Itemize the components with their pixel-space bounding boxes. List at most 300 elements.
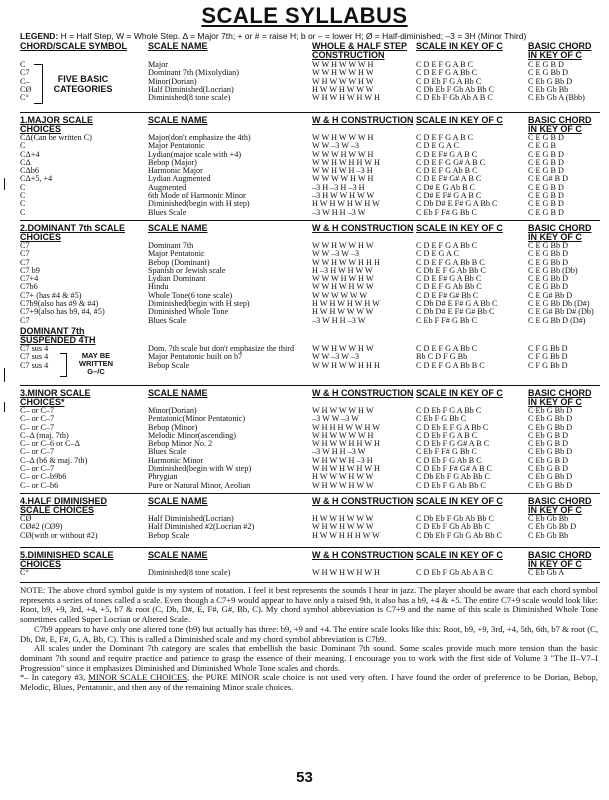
may-be-written-label: MAY BE WRITTEN G–/C — [70, 352, 122, 376]
chord-symbol: C° — [20, 569, 29, 577]
scale-name: Hindu — [148, 283, 169, 292]
step-construction: W W H W W H W — [312, 242, 374, 250]
chord-symbol: CΔ+5, +4 — [20, 175, 53, 184]
table-row — [20, 175, 598, 183]
major-header — [20, 116, 598, 134]
note-paragraph: C7b9 appears to have only one altered tone (b9) but actually has three: b9, +9 and +4. The entire scale looks like this: Root, b9, +9, 3rd, +4, 5th, 6th, b7 & root (C, Db, D#, E, F#, G, A, Bb, C). This is called a Diminished scale and my chord symbol abbreviation is C7b9. — [20, 623, 598, 644]
basic-chord: C E G B D — [528, 158, 564, 167]
scale-in-c: C D# E F# G A B C — [416, 192, 482, 201]
scale-name: Major(don't emphasize the 4th) — [148, 134, 251, 142]
scale-in-c: C D E G A C — [416, 250, 459, 259]
step-construction: –3 W H H –3 W — [312, 448, 366, 457]
scale-in-c: C D E F# G# A B C — [416, 175, 482, 184]
minor-header — [20, 389, 598, 407]
scale-in-c: C Db E F G Ab Bb C — [416, 266, 486, 275]
scale-in-c: C D E F G G# A B C — [416, 158, 486, 167]
header-basic: BASIC CHORD IN KEY OF C — [528, 41, 592, 60]
table-row — [20, 283, 598, 291]
table-row — [20, 184, 598, 192]
scale-name: Pure or Natural Minor, Aeolian — [148, 481, 251, 490]
scale-name: Diminished(8 tone scale) — [148, 94, 231, 103]
table-row — [20, 473, 598, 481]
chord-symbol: C7 — [20, 258, 30, 267]
table-row — [20, 242, 598, 250]
basic-chord: C E G B — [528, 142, 556, 151]
basic-chord: C E G B D — [528, 192, 564, 201]
chord-symbol: C7 sus 4 — [20, 344, 49, 353]
table-row — [20, 209, 598, 217]
scale-name: Whole Tone(6 tone scale) — [148, 291, 233, 300]
basic-chord: C E G Bb D — [528, 242, 569, 250]
scale-name: Harmonic Minor — [148, 456, 204, 465]
table-row — [20, 61, 598, 69]
scale-in-c: C D E F G A Bb C — [416, 69, 478, 78]
halfdim-header — [20, 497, 598, 515]
scale-in-c: C Db D# E F# G A Bb C — [416, 300, 498, 309]
chord-symbol: C– or C–7 — [20, 448, 55, 457]
step-construction: W W W W H W H — [312, 175, 374, 184]
basic-chord: C Eb G Bb D — [528, 448, 573, 457]
scale-name: Blues Scale — [148, 208, 187, 217]
step-construction: W W H W H –3 H — [312, 167, 373, 176]
step-construction: –3 H –3 H –3 H — [312, 183, 365, 192]
step-construction: W W H W W H H H — [312, 258, 380, 267]
basic-chord: C Eb Gb Bb D — [528, 523, 577, 532]
scale-in-c: C Db Eb F Gb G Ab Bb C — [416, 531, 502, 540]
table-row — [20, 569, 598, 577]
table-row — [20, 448, 598, 456]
table-row — [20, 308, 598, 316]
scale-in-c: C D Eb F Gb Ab A B C — [416, 569, 493, 577]
chord-symbol: C7+9(also has b9, #4, #5) — [20, 308, 105, 317]
scale-in-c: C D Eb F Gb Ab A B C — [416, 94, 493, 103]
chord-symbol: C–Δ (maj. 7th) — [20, 431, 69, 440]
step-construction: H W W H W W W — [312, 515, 374, 523]
legend — [20, 31, 600, 41]
basic-chord: C E G# Bb D — [528, 291, 573, 300]
step-construction: H W W H H H W W — [312, 531, 380, 540]
step-construction: W W W H W H W — [312, 275, 374, 284]
major-section — [20, 116, 598, 217]
step-construction: H W H W H W H W — [312, 300, 380, 309]
scale-in-c: C D# E G Ab B C — [416, 183, 476, 192]
scale-name: Diminished(begin with H step) — [148, 300, 250, 309]
diminished-rows — [20, 569, 598, 577]
table-row — [20, 415, 598, 423]
chord-symbol: C° — [20, 94, 29, 103]
table-row — [20, 259, 598, 267]
header-wh: W & H CONSTRUCTION — [312, 115, 414, 125]
table-row — [20, 440, 598, 448]
note-text: *– In category #3, — [20, 672, 89, 683]
basic-chord: C Eb G Bb D — [528, 423, 573, 432]
chord-symbol: CØ#2 (CØ9) — [20, 523, 63, 532]
header-basic: BASIC CHORD IN KEY OF C — [528, 115, 592, 134]
scale-in-c: C Db Eb F G Ab Bb C — [416, 473, 490, 482]
header-scale: SCALE NAME — [148, 223, 208, 233]
basic-chord: C E G B D — [528, 183, 564, 192]
basic-chord: C E G Bb D — [528, 258, 569, 267]
scale-name: Minor(Dorian) — [148, 77, 197, 86]
legend-label: LEGEND: — [20, 31, 59, 41]
section-divider — [20, 112, 600, 113]
sus-bracket — [60, 353, 67, 377]
margin-mark — [4, 402, 5, 412]
step-construction: W W –3 W –3 — [312, 142, 360, 151]
page-number: 53 — [296, 769, 313, 786]
chord-symbol: C– or C–7 — [20, 415, 55, 424]
basic-chord: C Eb Gb Bb — [528, 85, 569, 94]
table-row — [20, 167, 598, 175]
minor-heading: 3.MINOR SCALE CHOICES* — [20, 388, 91, 407]
minor-rows — [20, 407, 598, 490]
chord-symbol: C — [20, 61, 26, 69]
scale-in-c: C Eb F G Bb C — [416, 415, 467, 424]
header-scale: SCALE NAME — [148, 115, 208, 125]
chord-symbol: C7 b9 — [20, 266, 40, 275]
note-text: , the PURE MINOR scale choice is not used very often. I have found the order of preference to be Dorian, Bebop, Melodic, Blues, Pentatonic, and then any of the remaining Minor scale choices. — [20, 672, 598, 693]
chord-symbol: C7 — [20, 242, 30, 250]
step-construction: H W W W H W W — [312, 473, 374, 482]
basic-chord: C F G Bb D — [528, 344, 568, 353]
step-construction: W W H W W H W — [312, 344, 374, 353]
header-wh: W & H CONSTRUCTION — [312, 223, 414, 233]
basic-chord: C E G B D — [528, 61, 564, 69]
scale-name: Blues Scale — [148, 448, 187, 457]
scale-name: Major Pentatonic built on b7 — [148, 353, 243, 362]
note-paragraph: All scales under the Dominant 7th category are scales that embellish the basic Dominant 7th sound. Some scales provide much more tension than the basic dominant 7th sound and require practice and patience to grasp the essence of their meaning. I encourage you to work with the first side of Volume 3 "The II–V7–I Progression" since it emphasizes Diminished and Diminished Whole Tone scales and chords. — [20, 643, 598, 673]
scale-name: Blues Scale — [148, 316, 187, 325]
margin-mark — [4, 368, 5, 382]
scale-in-c: C D Eb F G G# A B C — [416, 440, 490, 449]
table-row — [20, 292, 598, 300]
step-construction: W W –3 W –3 — [312, 250, 360, 259]
scale-in-c: C D E F G A Bb B C — [416, 361, 485, 370]
chord-symbol: CΔb6 — [20, 167, 39, 176]
scale-name: Bebop (Dominant) — [148, 258, 210, 267]
step-construction: –3 W H H –3 W — [312, 316, 366, 325]
diminished-header — [20, 551, 598, 569]
scale-name: 6th Mode of Harmonic Minor — [148, 192, 246, 201]
scale-name: Pentatonic(Minor Pentatonic) — [148, 415, 246, 424]
halfdim-rows — [20, 515, 598, 540]
chord-symbol: C–Δ (b6 & maj. 7th) — [20, 456, 88, 465]
step-construction: W H W H W H W H — [312, 465, 380, 474]
table-row — [20, 523, 598, 531]
scale-name: Major Pentatonic — [148, 142, 205, 151]
step-construction: W H H H W W H W — [312, 423, 381, 432]
scale-name: Harmonic Major — [148, 167, 203, 176]
basic-chord: C Eb G B D — [528, 440, 569, 449]
step-construction: W H W H W H W H — [312, 569, 380, 577]
step-construction: W W H W H H W H — [312, 158, 380, 167]
scale-name: Diminished Whole Tone — [148, 308, 229, 317]
chord-symbol: C — [20, 208, 26, 217]
table-row — [20, 515, 598, 523]
scale-in-c: C Eb F F# G Bb C — [416, 316, 477, 325]
scale-in-c: C Eb F F# G Bb C — [416, 208, 477, 217]
header-wh: W & H CONSTRUCTION — [312, 550, 414, 560]
header-wh: W & H CONSTRUCTION — [312, 388, 414, 398]
scale-name: Bebop (Minor) — [148, 423, 198, 432]
step-construction: W H W W W W H — [312, 431, 374, 440]
step-construction: –3 W W –3 W — [312, 415, 360, 424]
scale-name: Bebop (Major) — [148, 158, 197, 167]
chord-symbol: C– or C–7 — [20, 407, 55, 415]
scale-in-c: C Db Eb F Gb Ab Bb C — [416, 515, 495, 523]
scale-name: Dominant 7th — [148, 242, 194, 250]
step-construction: W H W W H H W H — [312, 440, 380, 449]
chord-symbol: C7 — [20, 250, 30, 259]
chord-symbol: C7 sus 4 — [20, 361, 49, 370]
scale-name: Spanish or Jewish scale — [148, 266, 226, 275]
five-categories-label: FIVE BASIC CATEGORIES — [53, 74, 113, 94]
section-divider — [20, 547, 600, 548]
table-row — [20, 275, 598, 283]
table-row — [20, 142, 598, 150]
table-row — [20, 200, 598, 208]
scale-in-c: C D E F G A B C — [416, 61, 474, 69]
basic-chord: C E G Bb (Db) — [528, 266, 578, 275]
scale-in-c: C D E F G A Bb C — [416, 242, 478, 250]
halfdim-section — [20, 497, 598, 540]
scale-name: Bebop Scale — [148, 531, 190, 540]
basic-chord: C E G Bb D — [528, 283, 569, 292]
minor-section — [20, 389, 598, 490]
scale-in-c: C Db D# E F# G A Bb C — [416, 200, 498, 209]
table-row — [20, 317, 598, 325]
scale-name: Dominant 7th (Mixolydian) — [148, 69, 239, 78]
basic-chord: C E G B D — [528, 208, 564, 217]
header-scale: SCALE NAME — [148, 550, 208, 560]
chord-symbol: C — [20, 200, 26, 209]
header-keyofc: SCALE IN KEY OF C — [416, 41, 503, 51]
table-row — [20, 151, 598, 159]
chord-symbol: C7b6 — [20, 283, 38, 292]
basic-chord: C E G Bb D — [528, 69, 569, 78]
major-rows — [20, 134, 598, 217]
basic-chord: C E G Bb Db (D#) — [528, 300, 590, 309]
suspended-heading: DOMINANT 7th SUSPENDED 4TH — [20, 325, 96, 345]
chord-symbol: C — [20, 192, 26, 201]
step-construction: W W H W W W H — [312, 61, 374, 69]
scale-name: Diminished(8 tone scale) — [148, 569, 231, 577]
scale-in-c: C D E F G A B C — [416, 134, 474, 142]
chord-symbol: CØ(with or without #2) — [20, 531, 98, 540]
chord-symbol: C– — [20, 77, 30, 86]
scale-name: Lydian(major scale with +4) — [148, 150, 242, 159]
margin-mark — [4, 178, 5, 190]
step-construction: H W H W W W W — [312, 308, 374, 317]
header-basic: BASIC CHORD IN KEY OF C — [528, 550, 592, 569]
header-basic: BASIC CHORD IN KEY OF C — [528, 388, 592, 407]
basic-chord: C E G Bb D (D#) — [528, 316, 586, 325]
halfdim-heading: 4.HALF DIMINISHED SCALE CHOICES — [20, 496, 108, 515]
category-bracket — [34, 64, 43, 104]
chord-symbol: CΔ — [20, 158, 31, 167]
diminished-heading: 5.DIMINISHED SCALE CHOICES — [20, 550, 114, 569]
header-keyofc: SCALE IN KEY OF C — [416, 388, 503, 398]
chord-symbol: C– or C–7 — [20, 465, 55, 474]
scale-in-c: Bb C D F G Bb — [416, 353, 468, 362]
dominant-header — [20, 224, 598, 242]
table-row — [20, 407, 598, 415]
basic-chord: C Eb G Bb D — [528, 77, 573, 86]
basic-chord: C E G Bb D — [528, 250, 569, 259]
scale-name: Diminished(begin with W step) — [148, 465, 252, 474]
basic-chord: C E G B D — [528, 167, 564, 176]
header-basic: BASIC CHORD IN KEY OF C — [528, 496, 592, 515]
chord-symbol: CØ — [20, 515, 32, 523]
scale-in-c: C D Eb F G A Bb C — [416, 407, 482, 415]
scale-in-c: C D Eb F G A B C — [416, 431, 478, 440]
scale-name: Minor(Dorian) — [148, 407, 197, 415]
scale-in-c: C D Eb F G Ab B C — [416, 456, 482, 465]
scale-name: Lydian Augmented — [148, 175, 211, 184]
header-keyofc: SCALE IN KEY OF C — [416, 496, 503, 506]
header-basic: BASIC CHORD IN KEY OF C — [528, 223, 592, 242]
suspended-header — [20, 327, 598, 345]
chord-symbol: CΔ(Can be written C) — [20, 134, 92, 142]
scale-in-c: C D E F G Ab B C — [416, 167, 478, 176]
step-construction: W W –3 W –3 — [312, 353, 360, 362]
table-row — [20, 134, 598, 142]
basic-chord: C Eb Gb Bb — [528, 515, 569, 523]
step-construction: W W H W H W W — [312, 283, 374, 292]
scale-in-c: C D E F G A Bb C — [416, 344, 478, 353]
scale-in-c: C D Eb F G Ab Bb C — [416, 481, 486, 490]
scale-name: Major Pentatonic — [148, 250, 205, 259]
chord-symbol: C7+4 — [20, 275, 39, 284]
step-construction: H W H W H W H W — [312, 200, 380, 209]
header-keyofc: SCALE IN KEY OF C — [416, 223, 503, 233]
table-row — [20, 192, 598, 200]
basic-chord: C E G# B D — [528, 175, 569, 184]
scale-name: Major — [148, 61, 169, 69]
table-row — [20, 532, 598, 540]
step-construction: W H W W W H W — [312, 77, 374, 86]
chord-symbol: C7 — [20, 69, 30, 78]
table-row — [20, 482, 598, 490]
table-row — [20, 159, 598, 167]
scale-in-c: C D E F# G A B C — [416, 150, 478, 159]
scale-in-c: C D Eb F F# G# A B C — [416, 465, 492, 474]
header-scale: SCALE NAME — [148, 41, 208, 51]
scale-name: Dom. 7th scale but don't emphasize the third — [148, 344, 295, 353]
header-keyofc: SCALE IN KEY OF C — [416, 115, 503, 125]
major-heading: 1.MAJOR SCALE CHOICES — [20, 115, 94, 134]
chord-symbol: C– or C–7 — [20, 423, 55, 432]
table-row — [20, 94, 598, 102]
header-wh: W & H CONSTRUCTION — [312, 496, 414, 506]
table-row — [20, 250, 598, 258]
scale-name: Half Diminished(Locrian) — [148, 515, 234, 523]
step-construction: W W H W W H H H — [312, 361, 380, 370]
basic-chord: C Eb G B D — [528, 431, 569, 440]
basic-chord: C E G B D — [528, 134, 564, 142]
step-construction: W H W H W H W H — [312, 94, 380, 103]
step-construction: –3 W H H –3 W — [312, 208, 366, 217]
note-paragraph — [20, 673, 598, 692]
note-paragraph: NOTE: The above chord symbol guide is my system of notation. I feel it best represents the sounds I hear in jazz. The player should be aware that each chord symbol represents a series of tones called a scale. Even though a C7+9 would appear to have only a raised 9th, it also has a b9, +4 & +5. The entire C7+9 scale would look like: Root, b9, +9, 3rd, +4, +5, b7 & root (C, Db, D#, E, F#, G#, Bb, C). My chord symbol abbreviation is C7+9 and the name of this scale is Diminished Whole Tone sometimes called Super Locrian or Altered Scale. — [20, 585, 598, 625]
table-row — [20, 432, 598, 440]
table-row — [20, 300, 598, 308]
basic-chord: C E G B D — [528, 150, 564, 159]
step-construction: W H W W H –3 H — [312, 456, 373, 465]
step-construction: W H W H W W W — [312, 523, 374, 532]
basic-chord: C Eb G Bb D — [528, 473, 573, 482]
basic-chord: C Eb Gb A — [528, 569, 565, 577]
scale-in-c: C Eb F F# G Bb C — [416, 448, 477, 457]
basic-chord: C Eb G B D — [528, 465, 569, 474]
header-construction: WHOLE & HALF STEP CONSTRUCTION — [312, 41, 407, 60]
step-construction: W H W W H W W — [312, 481, 374, 490]
header-keyofc: SCALE IN KEY OF C — [416, 550, 503, 560]
scale-in-c: C D E F# G# Bb C — [416, 291, 479, 300]
basic-chord: C E G B D — [528, 200, 564, 209]
dominant-section — [20, 224, 598, 370]
scale-in-c: C D Eb F G A Bb C — [416, 77, 482, 86]
chord-symbol: C — [20, 142, 26, 151]
step-construction: –3 H W W H W W — [312, 192, 375, 201]
scale-name: Melodic Minor(ascending) — [148, 431, 236, 440]
scale-in-c: C D E F# G A Bb C — [416, 275, 482, 284]
scale-name: Bebop Scale — [148, 361, 190, 370]
chord-symbol: C — [20, 183, 26, 192]
intro-header — [20, 42, 598, 61]
step-construction: W W H W W W H — [312, 134, 374, 142]
step-construction: W W W H W W H — [312, 150, 374, 159]
diminished-section — [20, 551, 598, 577]
chord-symbol: C– or C–6 or C–Δ — [20, 440, 80, 449]
section-divider — [20, 220, 600, 221]
scale-in-c: C D Eb F Gb Ab Bb C — [416, 523, 490, 532]
basic-chord: C Eb Gb A (Bbb) — [528, 94, 585, 103]
chord-symbol: C7+ (has #4 & #5) — [20, 291, 82, 300]
chord-symbol: C– or C–b6 — [20, 481, 59, 490]
chord-symbol: CØ — [20, 85, 32, 94]
header-scale: SCALE NAME — [148, 496, 208, 506]
dominant-heading: 2.DOMINANT 7th SCALE CHOICES — [20, 223, 126, 242]
scale-in-c: C Db Eb F Gb Ab Bb C — [416, 85, 495, 94]
table-row — [20, 267, 598, 275]
scale-name: Diminished(begin with H step) — [148, 200, 250, 209]
chord-symbol: C7b9(also has #9 & #4) — [20, 300, 99, 309]
basic-chord: C Eb G Bb D — [528, 415, 573, 424]
scale-in-c: C D Eb E F G A Bb C — [416, 423, 489, 432]
notes — [20, 586, 598, 693]
table-row — [20, 457, 598, 465]
basic-chord: C Eb G B D — [528, 456, 569, 465]
scale-name: Phrygian — [148, 473, 178, 482]
chord-symbol: C7 sus 4 — [20, 353, 49, 362]
scale-name: Augmented — [148, 183, 187, 192]
basic-chord: C E G Bb D — [528, 275, 569, 284]
chord-symbol: CΔ+4 — [20, 150, 40, 159]
header-chord: CHORD/SCALE SYMBOL — [20, 41, 128, 51]
section-divider — [20, 385, 600, 386]
scale-name: Bebop Minor No. 2 — [148, 440, 213, 449]
step-construction: W W W W W W — [312, 291, 368, 300]
scale-name: Half Diminished #2(Locrian #2) — [148, 523, 255, 532]
scale-in-c: C D E F G Ab Bb C — [416, 283, 482, 292]
page-title: SCALE SYLLABUS — [201, 3, 408, 28]
dominant-rows — [20, 242, 598, 325]
basic-chord: C E G# Bb D# (Db) — [528, 308, 594, 317]
scale-name: Half Diminished(Locrian) — [148, 85, 234, 94]
scale-name: Lydian Dominant — [148, 275, 206, 284]
section-divider — [20, 493, 600, 494]
